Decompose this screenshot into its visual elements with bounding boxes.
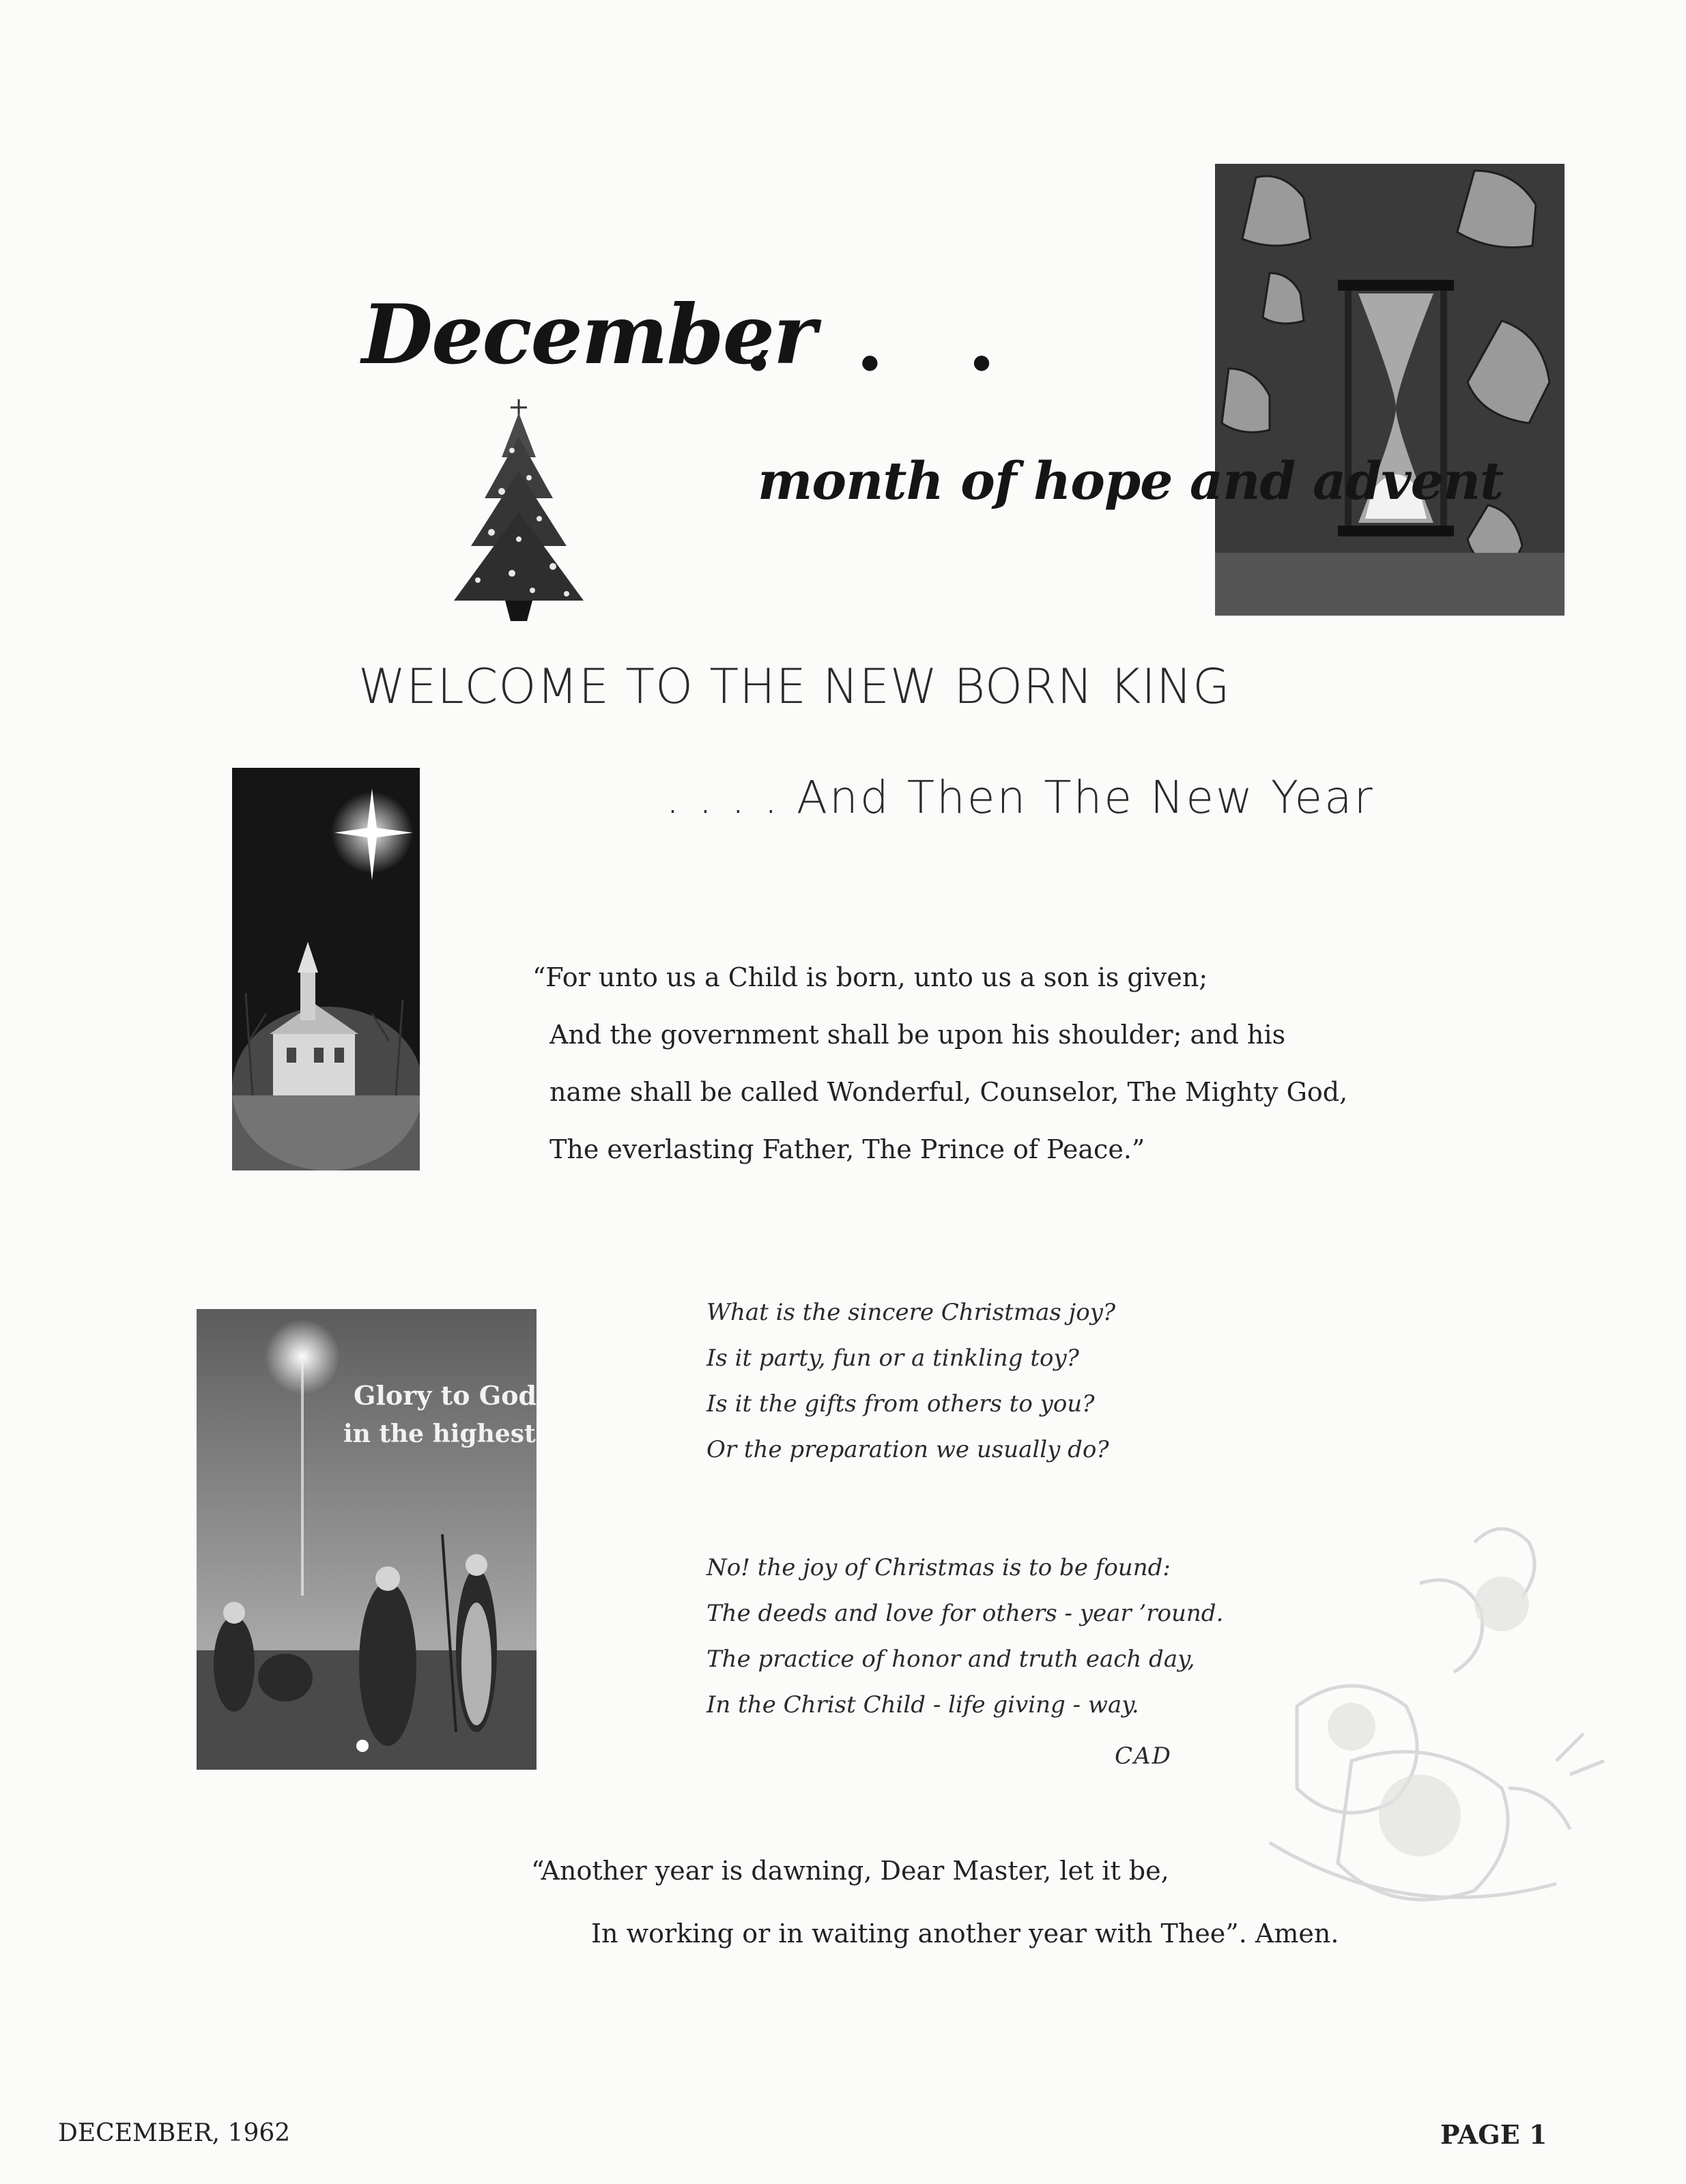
poem-line: The practice of honor and truth each day,	[706, 1646, 1195, 1673]
closing-line: “Another year is dawning, Dear Master, let it be,	[531, 1856, 1169, 1886]
verse-line: And the government shall be upon his shoulder; and his	[549, 1020, 1286, 1050]
bells-hourglass-image	[1215, 164, 1564, 616]
poem-line: What is the sincere Christmas joy?	[706, 1299, 1116, 1326]
poem-author: CAD	[1115, 1742, 1172, 1770]
church-star-image	[232, 768, 420, 1170]
poem-line: Is it party, fun or a tinkling toy?	[706, 1345, 1079, 1372]
glory-text-line1: Glory to God	[354, 1380, 537, 1411]
glory-text-line2: in the highest	[343, 1420, 536, 1448]
christmas-poem	[706, 1290, 1223, 1779]
new-year-heading: . . . . And Then The New Year	[666, 771, 1375, 824]
verse-line: The everlasting Father, The Prince of Peace.”	[549, 1134, 1145, 1164]
poem-line: Or the preparation we usually do?	[706, 1436, 1109, 1463]
verse-line: name shall be called Wonderful, Counselor, The Mighty God,	[549, 1077, 1348, 1107]
footer-date: DECEMBER, 1962	[58, 2119, 291, 2147]
verse-line: “For unto us a Child is born, unto us a son is given;	[532, 962, 1208, 992]
page-number: PAGE 1	[1440, 2119, 1547, 2150]
page-subtitle: month of hope and advent	[758, 450, 1504, 511]
title-ellipsis: . . .	[744, 293, 1023, 390]
closing-prayer	[531, 1839, 1339, 1965]
christmas-tree-image	[437, 396, 614, 638]
scripture-verse	[532, 949, 1347, 1178]
poem-line: The deeds and love for others - year ’round.	[706, 1600, 1224, 1627]
stanza-spacer	[706, 1473, 1223, 1545]
poem-line: In the Christ Child - life giving - way.	[706, 1691, 1139, 1719]
poem-line: No! the joy of Christmas is to be found:	[706, 1554, 1171, 1581]
page-title: December	[362, 287, 816, 383]
poem-line: Is it the gifts from others to you?	[706, 1390, 1095, 1418]
closing-line: In working or in waiting another year with Thee”. Amen.	[591, 1919, 1339, 1949]
welcome-heading: WELCOME TO THE NEW BORN KING	[358, 659, 1231, 715]
glory-to-god-image	[197, 1309, 537, 1770]
